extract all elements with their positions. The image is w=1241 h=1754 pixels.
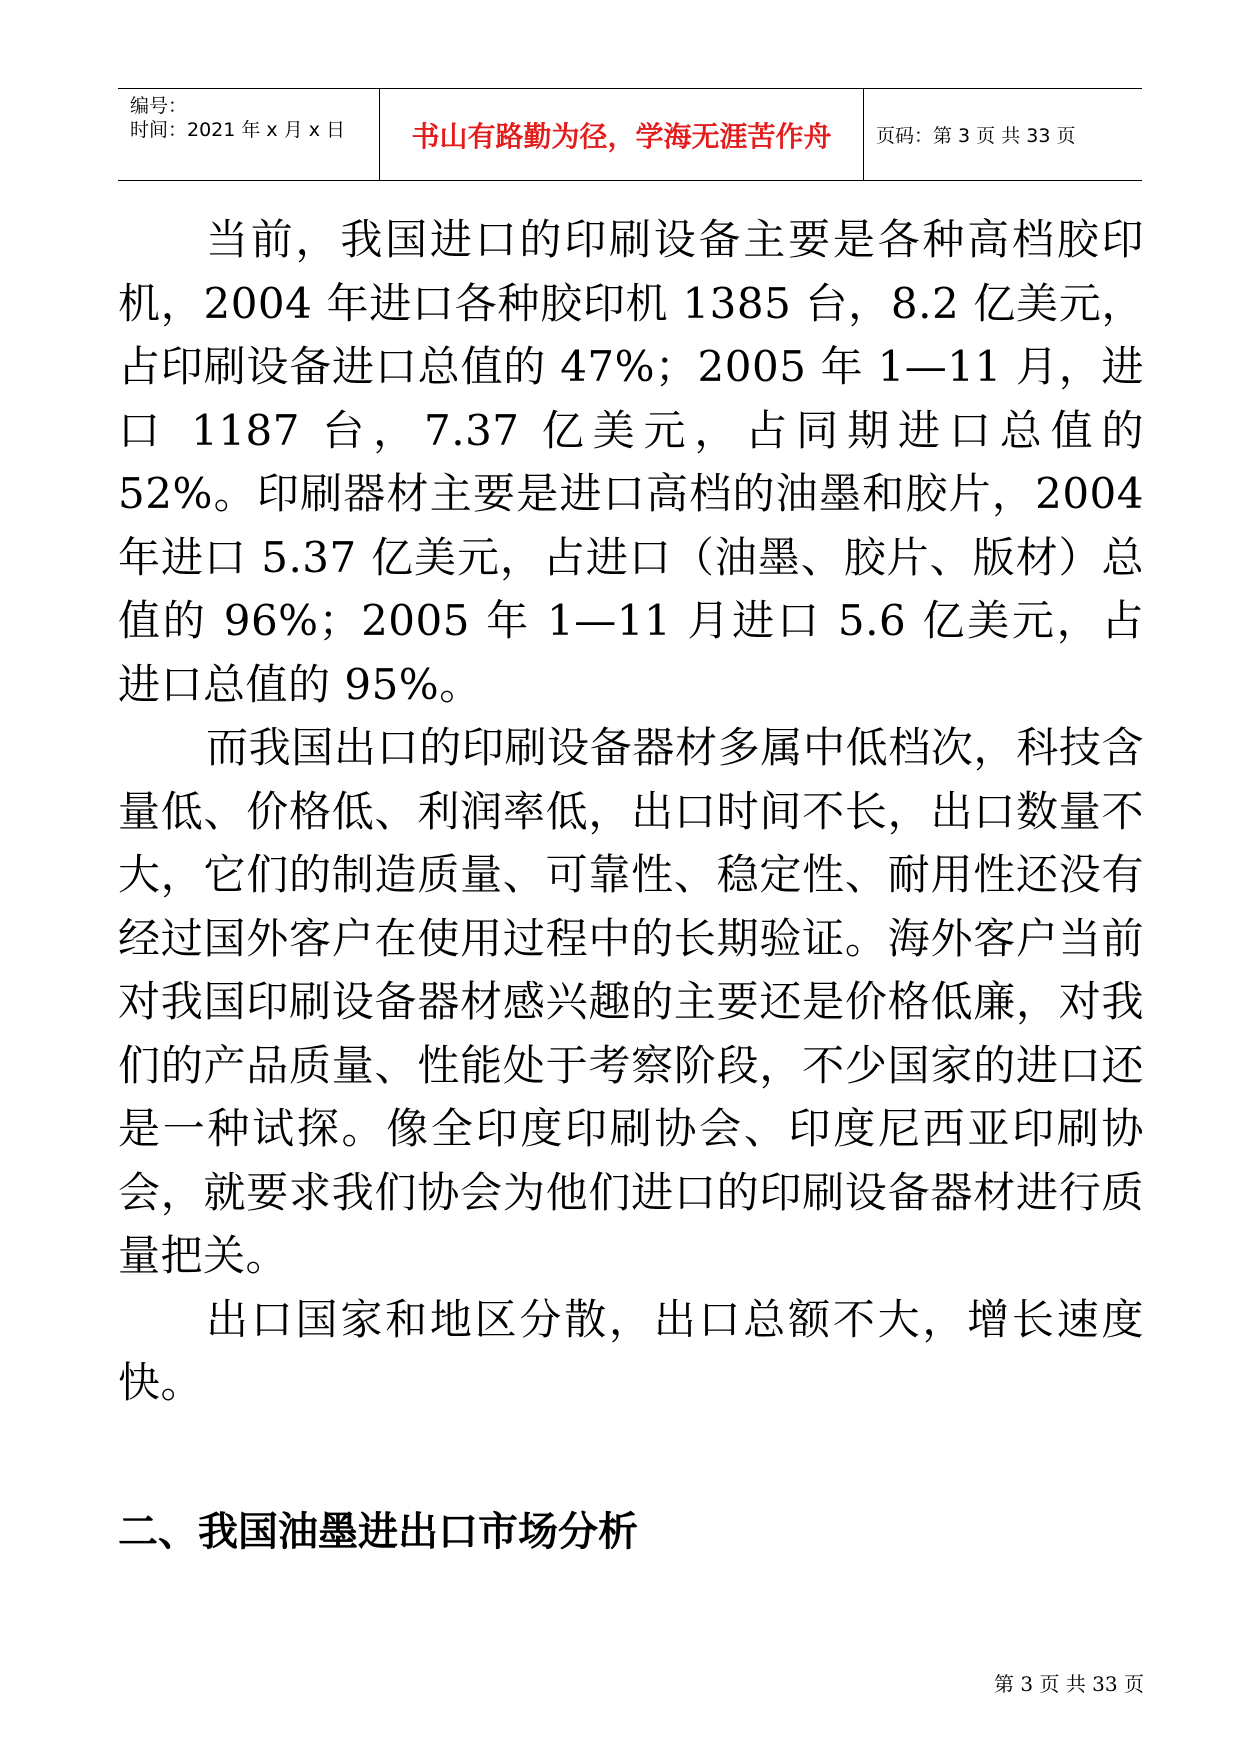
header-page-number: 页码：第 3 页 共 33 页	[876, 125, 1076, 147]
motto-text: 书山有路勤为径，学海无涯苦作舟	[411, 119, 832, 153]
paragraph-export-quality: 而我国出口的印刷设备器材多属中低档次，科技含量低、价格低、利润率低，出口时间不长，出口数量不大，它们的制造质量、可靠性、稳定性、耐用性还没有经过国外客户在使用过程中的长期验证。海外客户当前对我国印刷设备器材感兴趣的主要还是价格低廉，对我们的产品质量、性能处于考察阶段，不少国家的进口还是一种试探。像全印度印刷协会、印度尼西亚印刷协会，就要求我们协会为他们进口的印刷设备器材进行质量把关。	[118, 723, 1144, 1280]
paragraph-export-distribution: 出口国家和地区分散，出口总额不大，增长速度快。	[118, 1294, 1144, 1407]
document-body	[118, 208, 1144, 1415]
section-heading: 二、我国油墨进出口市场分析	[118, 1509, 638, 1555]
paragraph-import-overview: 当前，我国进口的印刷设备主要是各种高档胶印机，2004 年进口各种胶印机 1385 台，8.2 亿美元，占印刷设备进口总值的 47%；2005 年 1—11 月，进口 1187 台，7.37 亿美元，占同期进口总值的 52%。印刷器材主要是进口高档的油墨和胶片，2004 年进口 5.37 亿美元，占进口（油墨、胶片、版材）总值的 96%；2005 年 1—11 月进口 5.6 亿美元，占进口总值的 95%。	[118, 215, 1144, 709]
document-number-label: 编号：	[130, 95, 188, 117]
header-motto-cell	[380, 89, 864, 180]
page-header	[118, 88, 1142, 181]
page-footer: 第 3 页 共 33 页	[994, 1672, 1144, 1696]
header-page-cell	[864, 89, 1142, 180]
document-time-label: 时间：2021 年 x 月 x 日	[130, 119, 346, 141]
header-meta-cell	[118, 89, 380, 180]
